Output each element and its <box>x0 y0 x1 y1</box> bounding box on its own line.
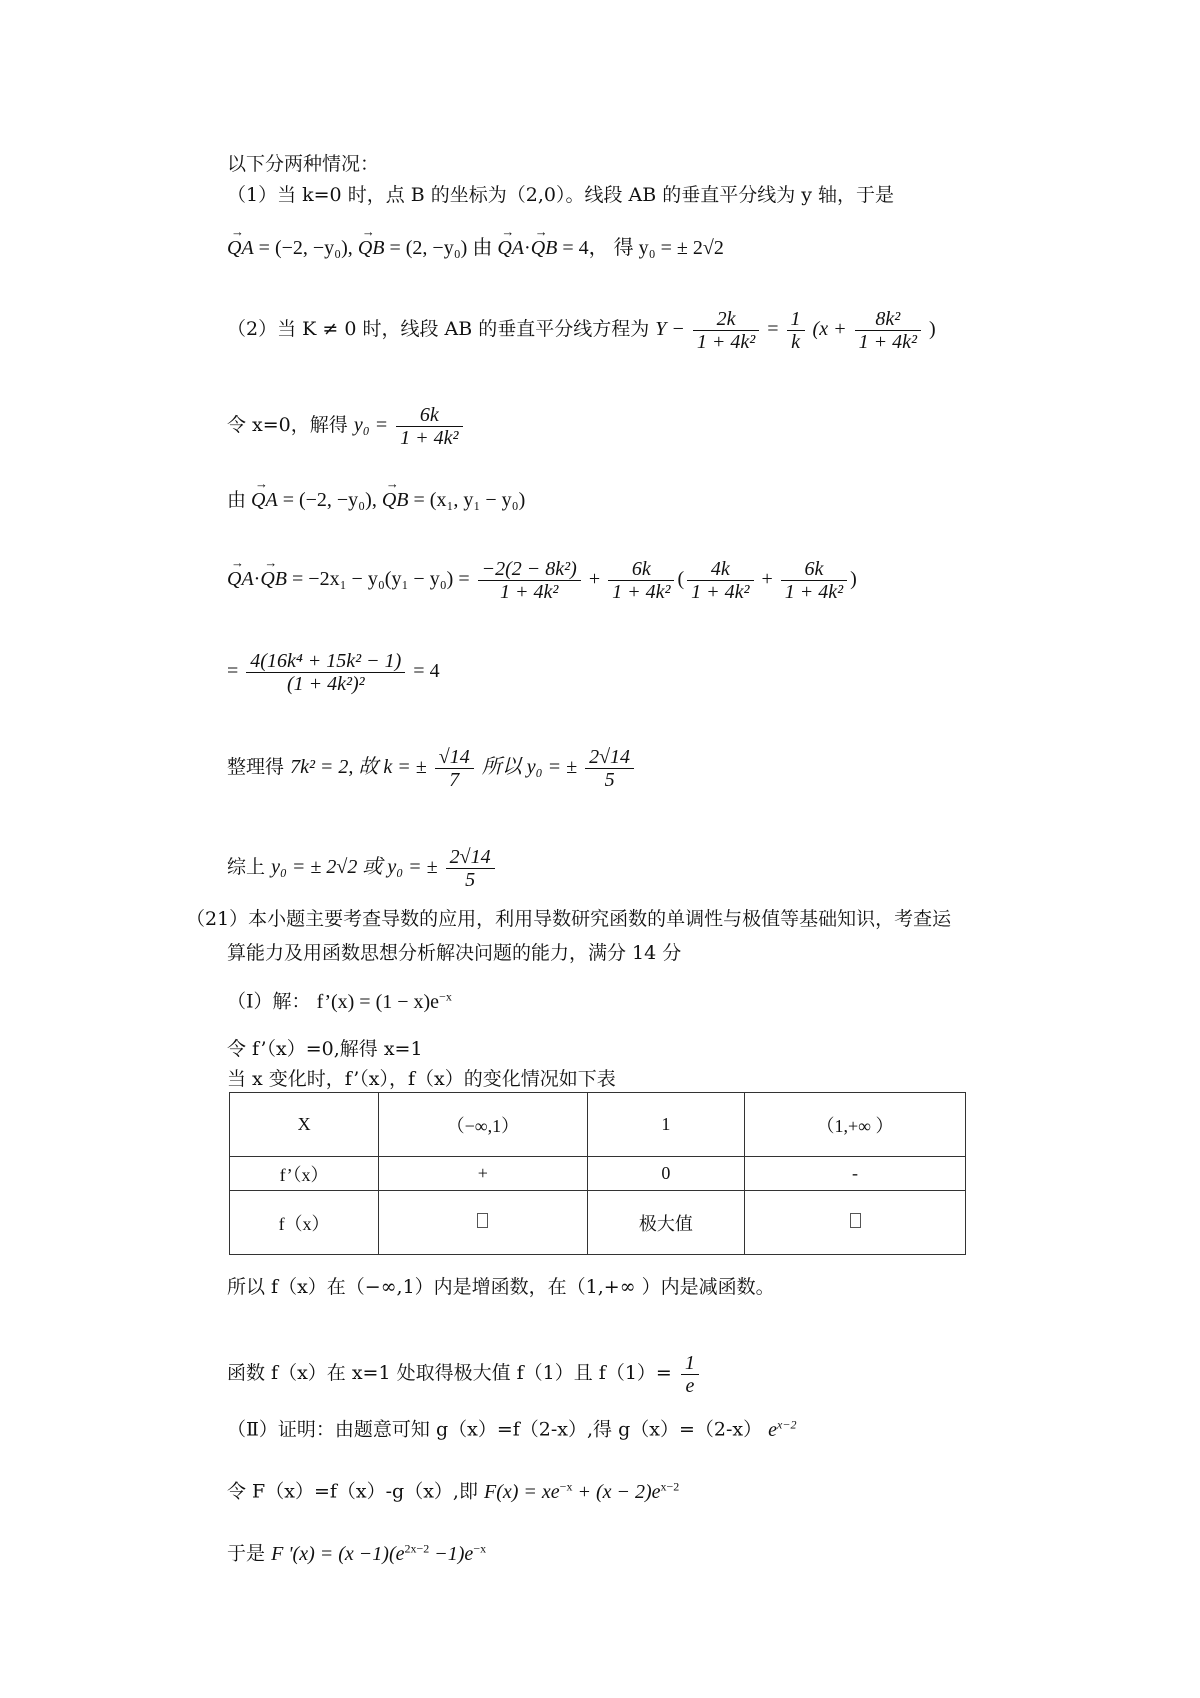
vector-qb-value: = (x₁, y₁ − y₀) <box>413 489 526 511</box>
fraction <box>608 558 674 603</box>
summary-a: y₀ = ± 2√2 或 y₀ = ± <box>271 856 438 879</box>
table-row <box>230 1093 966 1157</box>
table-cell: 0 <box>587 1157 744 1191</box>
case1-result: = 4， 得 y₀ = ± 2√2 <box>562 237 724 259</box>
F-eq-b: + (x − 2)e <box>572 1480 661 1503</box>
variation-table <box>229 1092 966 1255</box>
plus: + <box>761 568 773 591</box>
table-cell: f（x） <box>230 1191 379 1255</box>
let-F-line <box>227 1480 679 1502</box>
plus: + <box>588 568 601 591</box>
fraction <box>478 558 581 603</box>
table-cell <box>745 1191 966 1255</box>
simplify-line <box>227 746 637 791</box>
table-cell: 1 <box>587 1093 744 1157</box>
part2-line <box>227 1418 796 1440</box>
denominator: 1 + 4k² <box>687 580 753 603</box>
missing-glyph-icon <box>477 1213 488 1228</box>
fraction <box>435 746 474 791</box>
dot-operator: · <box>253 568 261 591</box>
denominator: 1 + 4k² <box>693 330 759 353</box>
table-cell: + <box>379 1157 587 1191</box>
exponent: 2x−2 <box>404 1541 430 1555</box>
fraction <box>781 558 847 603</box>
fraction <box>681 1352 699 1397</box>
let-derivative-text: 令 f’（x）=0,解得 x=1 <box>227 1038 423 1060</box>
then-eq-a: F '(x) = (x −1)(e <box>271 1542 405 1565</box>
table-row <box>230 1157 966 1191</box>
close-paren: ) <box>850 568 857 591</box>
vector-qa: → QA <box>251 490 278 510</box>
numerator: 2√14 <box>449 846 491 868</box>
denominator: 5 <box>585 768 634 791</box>
missing-glyph-icon <box>850 1213 861 1228</box>
numerator: 2√14 <box>589 746 631 768</box>
denominator: e <box>681 1374 699 1397</box>
fraction <box>855 308 921 353</box>
let-F-prefix: 令 F（x）=f（x）-g（x）,即 <box>227 1480 478 1503</box>
fraction <box>396 404 462 449</box>
part21-header-line2: 算能力及用函数思想分析解决问题的能力，满分 14 分 <box>227 942 682 964</box>
vector-qb: → QB <box>358 238 385 258</box>
then-prefix: 于是 <box>227 1542 266 1565</box>
fraction <box>246 650 405 695</box>
numerator: 6k <box>631 558 651 580</box>
simplify-a: 7k² = 2, 故 k = ± <box>290 756 427 779</box>
part1-equation: f’(x) = (1 − x)e <box>316 990 440 1013</box>
table-intro-text: 当 x 变化时，f’（x），f（x）的变化情况如下表 <box>227 1068 616 1090</box>
numerator: 2k <box>716 308 736 330</box>
simplify-b: 所以 y₀ = ± <box>481 756 578 779</box>
numerator: 4(16k⁴ + 15k² − 1) <box>250 650 402 672</box>
part1-line <box>227 990 452 1012</box>
dot-product-line <box>227 558 857 603</box>
equals: = <box>227 660 239 683</box>
case2-line <box>227 308 936 353</box>
result-rhs: = 4 <box>413 660 440 683</box>
vector-qa: → QA <box>227 238 254 258</box>
result-line <box>227 650 440 695</box>
max-prefix: 函数 f（x）在 x=1 处取得极大值 f（1）且 f（1）= <box>227 1362 672 1385</box>
table-cell: f’（x） <box>230 1157 379 1191</box>
case1-qb-value: = (2, −y₀) 由 <box>389 237 498 259</box>
vectors-line <box>227 490 525 510</box>
table-cell: 极大值 <box>587 1191 744 1255</box>
fraction <box>585 746 634 791</box>
numerator: 1 <box>684 1352 695 1374</box>
numerator: 1 <box>790 308 801 330</box>
vector-qa-value: = (−2, −y₀), <box>282 489 382 511</box>
denominator: 1 + 4k² <box>608 580 674 603</box>
then-line <box>227 1542 486 1564</box>
denominator: k <box>787 330 805 353</box>
part2-text: （Ⅱ）证明：由题意可知 g（x）=f（2-x）,得 g（x）=（2-x） <box>227 1418 763 1441</box>
close-paren: ) <box>928 318 936 341</box>
vector-qb: → QB <box>260 569 287 589</box>
let-x0-text: 令 x=0，解得 <box>227 414 348 437</box>
table-cell: X <box>230 1093 379 1157</box>
part21-header-line1: （21）本小题主要考查导数的应用，利用导数研究函数的单调性与极值等基础知识，考查运 <box>186 908 952 930</box>
numerator: 6k <box>804 558 824 580</box>
intro-text: 以下分两种情况： <box>227 153 380 175</box>
dot-operator: · <box>524 237 531 259</box>
conclusion1-text: 所以 f（x）在（−∞,1）内是增函数，在（1,+∞ ）内是减函数。 <box>227 1276 775 1298</box>
part1-prefix: （Ⅰ）解： <box>227 990 311 1013</box>
numerator: 4k <box>710 558 730 580</box>
vector-qa: → QA <box>227 569 254 589</box>
summary-prefix: 综上 <box>227 856 266 879</box>
vector-qa: → QA <box>497 238 524 258</box>
open-paren: ( <box>677 568 685 591</box>
table-cell <box>379 1191 587 1255</box>
vector-qb: → QB <box>531 238 558 258</box>
exponent: −x <box>439 989 452 1003</box>
max-value-line <box>227 1352 702 1397</box>
case1-equation <box>227 238 724 258</box>
fraction <box>787 308 805 353</box>
F-eq-a: F(x) = xe <box>484 1480 560 1503</box>
fraction <box>693 308 759 353</box>
case1-qa-value: = (−2, −y₀), <box>258 237 358 259</box>
table-cell: （−∞,1） <box>379 1093 587 1157</box>
exponent: −x <box>473 1541 487 1555</box>
denominator: 1 + 4k² <box>855 330 921 353</box>
denominator: 1 + 4k² <box>396 426 462 449</box>
denominator: 7 <box>435 768 474 791</box>
exponent: x−2 <box>777 1417 797 1431</box>
equals: = <box>767 318 779 341</box>
simplify-prefix: 整理得 <box>227 756 285 779</box>
denominator: 1 + 4k² <box>478 580 581 603</box>
exponent: −x <box>559 1479 573 1493</box>
numerator: 6k <box>419 404 439 426</box>
denominator: 1 + 4k² <box>781 580 847 603</box>
table-cell: （1,+∞ ） <box>745 1093 966 1157</box>
table-cell: - <box>745 1157 966 1191</box>
case1-text: （1）当 k=0 时，点 B 的坐标为（2,0）。线段 AB 的垂直平分线为 y 轴，于是 <box>227 184 895 206</box>
summary-line <box>227 846 498 891</box>
dot-product-lhs: = −2x₁ − y₀(y₁ − y₀) = <box>292 568 470 591</box>
case2-y: Y − <box>655 318 685 341</box>
numerator: √14 <box>438 746 470 768</box>
let-x0-line <box>227 404 466 449</box>
table-row <box>230 1191 966 1255</box>
part2-e: e <box>768 1418 778 1441</box>
denominator: 5 <box>446 868 495 891</box>
denominator: (1 + 4k²)² <box>246 672 405 695</box>
case2-prefix: （2）当 K ≠ 0 时，线段 AB 的垂直平分线方程为 <box>227 318 650 341</box>
fraction <box>687 558 753 603</box>
numerator: 8k² <box>875 308 901 330</box>
y0-lhs: y₀ = <box>353 414 389 437</box>
fraction <box>446 846 495 891</box>
case2-mid: (x + <box>812 318 847 341</box>
then-eq-b: −1)e <box>429 1542 474 1565</box>
vector-qb: → QB <box>382 490 409 510</box>
numerator: −2(2 − 8k²) <box>481 558 577 580</box>
vectors-prefix: 由 <box>227 489 247 511</box>
exponent: x−2 <box>660 1479 680 1493</box>
